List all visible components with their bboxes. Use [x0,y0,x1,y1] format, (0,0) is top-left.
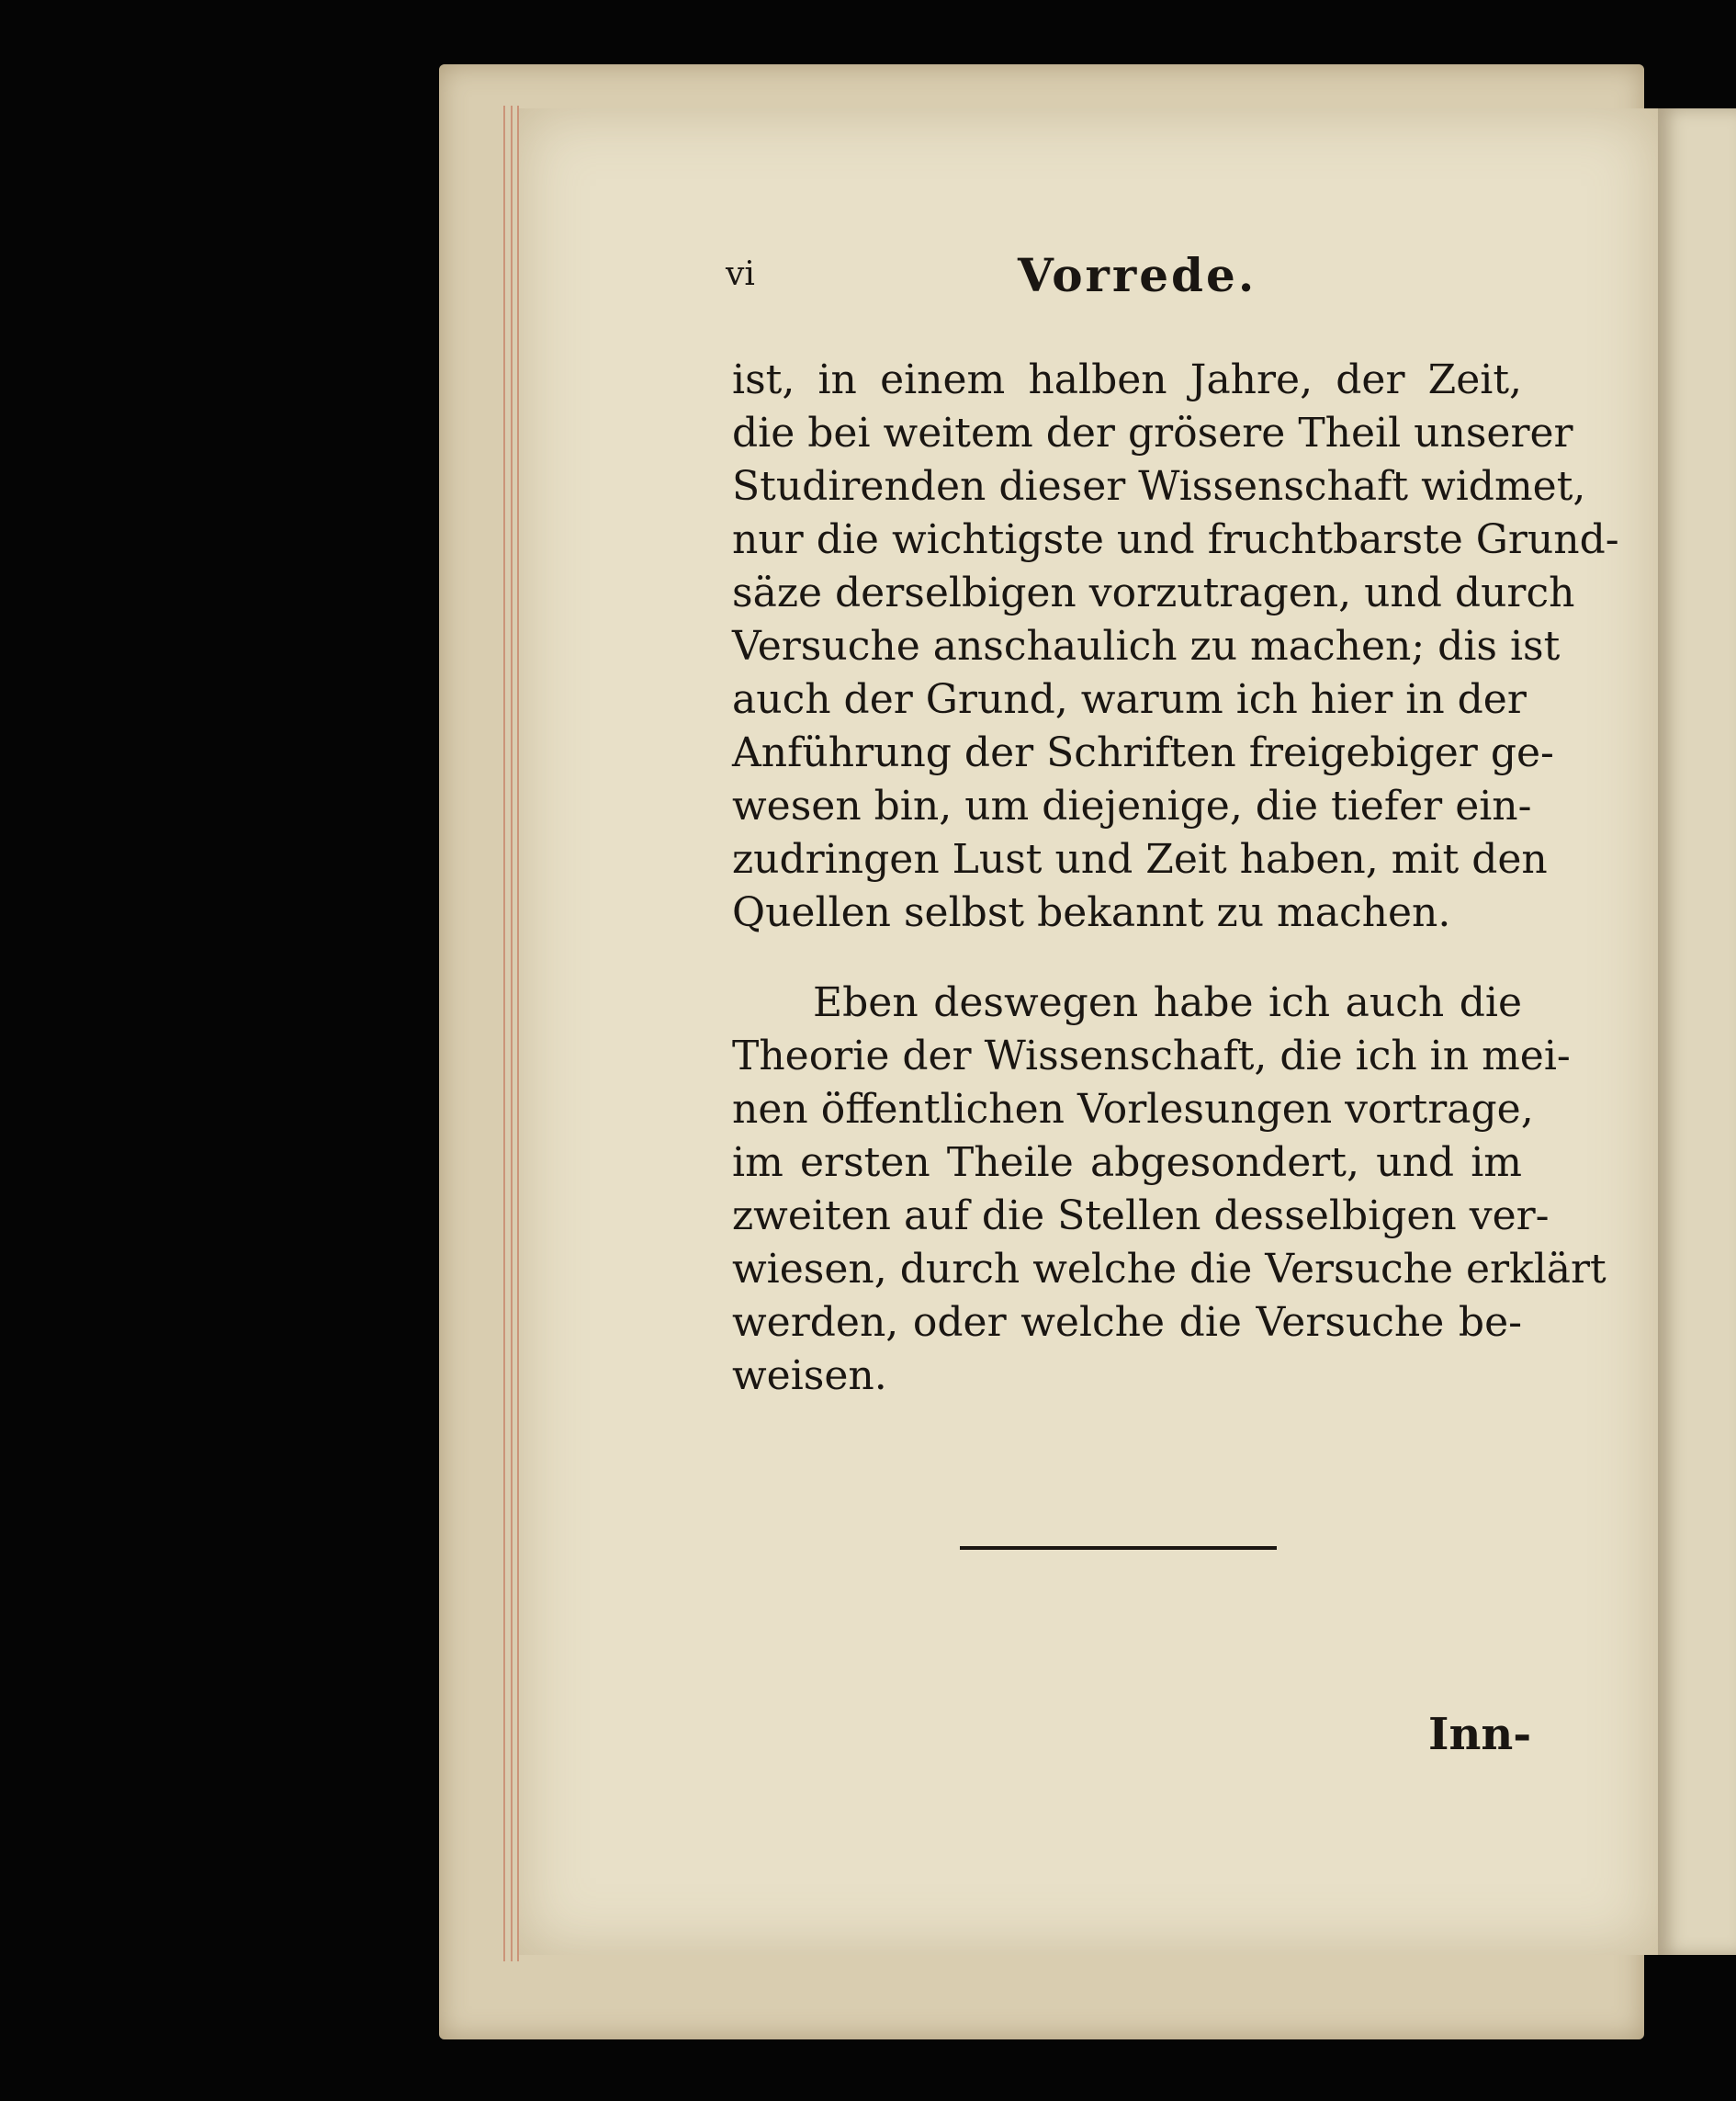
text-line: zweiten auf die Stellen desselbigen ver- [732,1192,1550,1239]
text-line: ist, in einem halben Jahre, der Zeit, [732,356,1522,403]
text-line: Anführung der Schriften freigebiger ge- [732,729,1554,776]
text-line: nen öffentlichen Vorlesungen vortrage, [732,1086,1534,1133]
page-edge-line [503,106,505,1961]
page-edge-line [511,106,513,1961]
text-line: säze derselbigen vorzutragen, und durch [732,570,1575,616]
text-line: Theorie der Wissenschaft, die ich in mei- [732,1033,1571,1079]
text-line: wiesen, durch welche die Versuche erklärt [732,1246,1606,1293]
catchword: Inn- [1428,1709,1532,1760]
facing-page-edge [1658,108,1736,1955]
paragraph-1 [732,354,1619,940]
text-line: nur die wichtigste und fruchtbarste Grund- [732,516,1619,563]
text-line: weisen. [732,1352,887,1399]
text-line: wesen bin, um diejenige, die tiefer ein- [732,783,1532,830]
running-head: Vorrede. [1018,248,1257,302]
text-line: werden, oder welche die Versuche be- [732,1299,1522,1346]
section-divider-rule [960,1546,1277,1550]
page-number: vi [726,255,755,293]
text-line: Eben deswegen habe ich auch die [813,979,1522,1026]
text-line: auch der Grund, warum ich hier in der [732,676,1527,723]
text-line: die bei weitem der grösere Theil unserer [732,410,1573,457]
text-line: Studirenden dieser Wissenschaft widmet, [732,463,1586,510]
text-line: Versuche anschaulich zu machen; dis ist [732,623,1561,670]
text-line: Quellen selbst bekannt zu machen. [732,889,1451,936]
text-line: zudringen Lust und Zeit haben, mit den [732,836,1548,883]
paragraph-2 [732,977,1606,1403]
text-line: im ersten Theile abgesondert, und im [732,1139,1522,1186]
